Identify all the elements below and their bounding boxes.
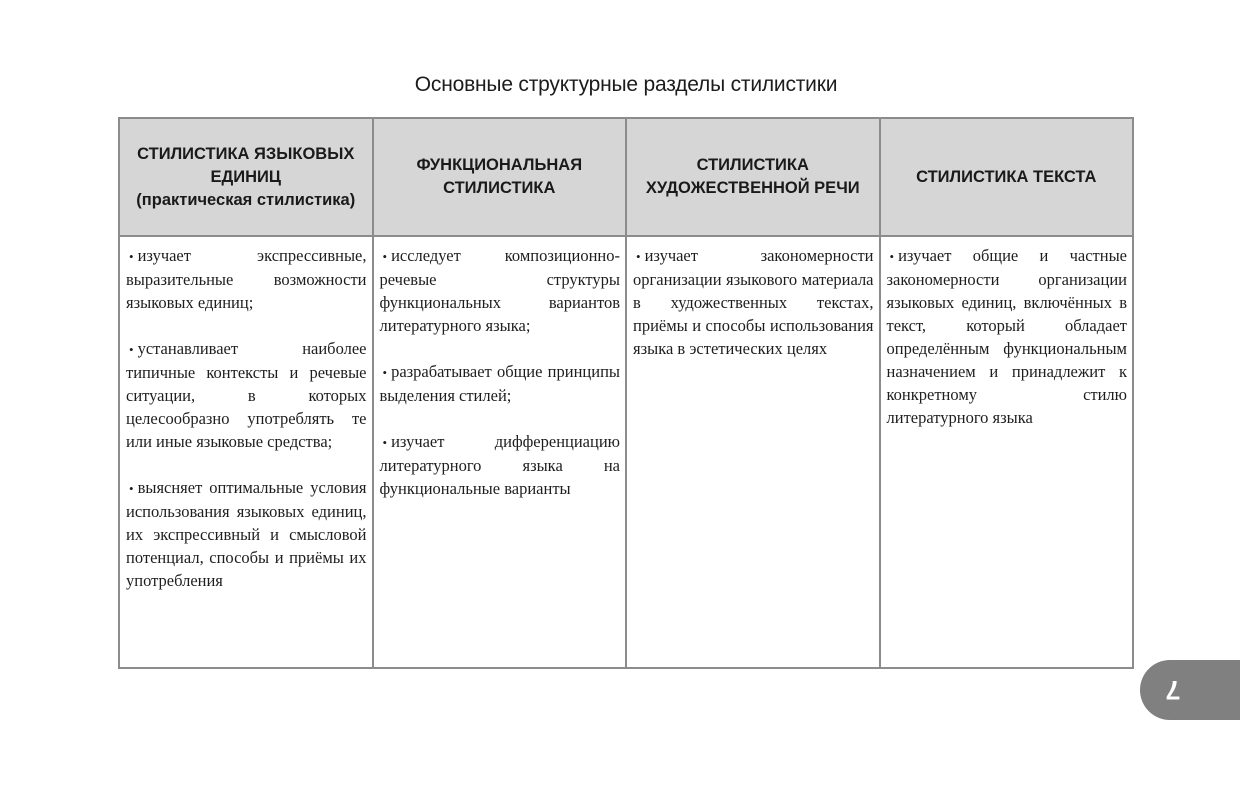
list-item [887,244,1128,429]
list-item-text: изучает экспрессивные, выразительные возможности языковых единиц; [126,246,367,312]
table-body-row [119,236,1133,668]
list-item-text: устанавливает наиболее типичные контексты и речевые ситуации, в которых целесообразно употреблять те или иные языковые средства; [126,339,367,451]
cell-language-units-stylistics [119,236,373,668]
list-item [380,430,621,500]
header-title: СТИЛИСТИКА ЯЗЫКОВЫХ ЕДИНИЦ [137,144,355,186]
header-text-stylistics [880,118,1134,236]
header-title: СТИЛИСТИКА ТЕКСТА [916,167,1097,186]
cell-artistic-speech-stylistics [626,236,880,668]
page-title: Основные структурные разделы стилистики [414,73,838,96]
cell-text-stylistics [880,236,1134,668]
page-number-tab [1140,660,1240,720]
header-artistic-speech-stylistics [626,118,880,236]
list-item [380,244,621,337]
list-item [126,476,367,592]
header-functional-stylistics [373,118,627,236]
list-item-text: выясняет оптимальные условия использования языковых единиц, их экспрессивный и смысловой потенциал, способы и приёмы их употребления [126,478,367,590]
bullet-icon: • [129,249,134,264]
list-item [380,360,621,407]
list-item-text: исследует композиционно-речевые структуры функциональных вариантов литературного языка; [379,246,620,335]
page-number: 7 [1165,675,1181,705]
bullet-icon: • [382,249,388,264]
list-item [633,244,874,360]
header-language-units-stylistics [119,118,373,236]
header-subtitle: (практическая стилистика) [136,190,356,209]
bullet-icon: • [889,249,895,264]
header-title: ФУНКЦИОНАЛЬНАЯ СТИЛИСТИКА [416,156,583,197]
list-item-text: изучает закономерности организации языкового материала в художественных текстах, приёмы и способы использования языка в эстетических целях [633,246,874,358]
bullet-icon: • [382,365,388,380]
list-item [126,337,367,453]
list-item [126,244,367,314]
bullet-icon: • [636,249,641,264]
header-title: СТИЛИСТИКА ХУДОЖЕСТВЕННОЙ РЕЧИ [645,156,860,197]
list-item-text: изучает дифференциацию литературного языка на функциональные варианты [379,432,620,498]
table-header-row [119,118,1133,236]
bullet-icon: • [382,435,388,450]
bullet-icon: • [129,342,134,357]
bullet-icon: • [129,481,134,496]
stylistics-sections-table [118,117,1134,669]
cell-functional-stylistics [373,236,627,668]
list-item-text: разрабатывает общие принципы выделения стилей; [379,362,620,405]
list-item-text: изучает общие и частные закономерности организации языковых единиц, включённых в текст, который обладает определённым функциональным назначением и принадлежит к конкретному стилю литературного языка [886,246,1127,427]
